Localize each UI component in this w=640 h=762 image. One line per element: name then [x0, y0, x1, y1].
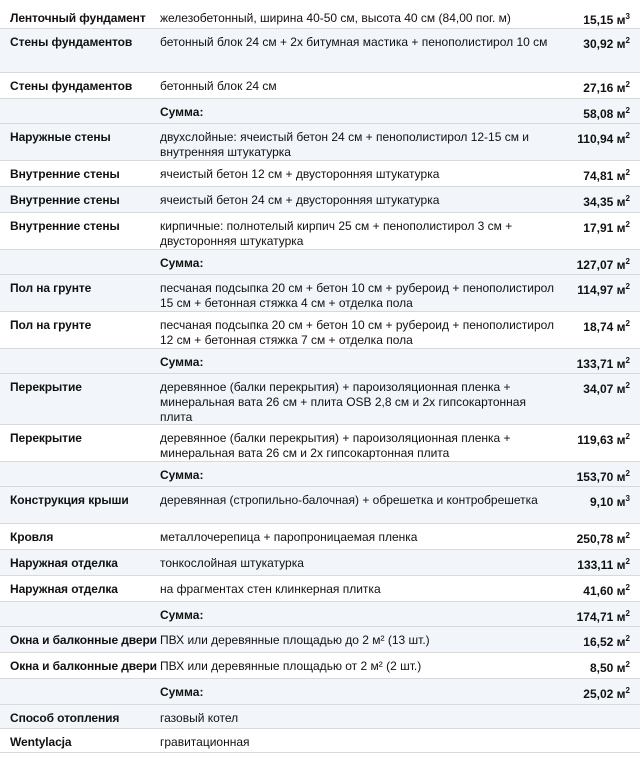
unit-exponent: 3: [625, 12, 630, 21]
quantity-unit: м: [616, 107, 626, 121]
quantity-value: [540, 5, 630, 28]
table-row: [0, 187, 640, 213]
element-description: ПВХ или деревянные площадью до 2 м² (13 шт.): [160, 633, 430, 647]
quantity-number: 16,52: [583, 635, 617, 649]
unit-exponent: 3: [625, 494, 630, 503]
element-description: кирпичные: полнотелый кирпич 25 см + пенополистирол 3 см + двусторонняя штукатурка: [160, 219, 513, 248]
element-name: [10, 250, 162, 256]
table-row: [0, 124, 640, 161]
quantity-unit: м: [616, 320, 626, 334]
quantity-value: [540, 524, 630, 547]
unit-exponent: 2: [625, 131, 630, 140]
element-description: деревянное (балки перекрытия) + пароизоляционная пленка + минеральная вата 26 см + плита OSB 2,8 см и 2х гипсокартонная плита: [160, 380, 526, 424]
quantity-unit: м: [616, 433, 626, 447]
table-row: [0, 524, 640, 550]
sum-value: [540, 602, 630, 625]
quantity-unit: м: [616, 610, 626, 624]
element-description: на фрагментах стен клинкерная плитка: [160, 582, 381, 596]
quantity-number: 15,15: [583, 13, 617, 27]
table-row: [0, 729, 640, 753]
unit-exponent: 2: [625, 194, 630, 203]
quantity-unit: м: [616, 169, 626, 183]
element-description: газовый котел: [160, 711, 239, 725]
quantity-unit: м: [616, 357, 626, 371]
sum-value: [540, 349, 630, 372]
element-name: Способ отопления: [10, 711, 120, 725]
unit-exponent: 2: [625, 686, 630, 695]
table-row: [0, 425, 640, 462]
quantity-unit: м: [616, 470, 626, 484]
sum-row: [0, 250, 640, 275]
quantity-value: [540, 124, 630, 147]
table-row: [0, 5, 640, 29]
quantity-value: [540, 627, 630, 650]
unit-exponent: 2: [625, 36, 630, 45]
table-row: [0, 576, 640, 602]
sum-value: [540, 679, 630, 702]
element-description: ПВХ или деревянные площадью от 2 м² (2 шт.): [160, 659, 422, 673]
unit-exponent: 2: [625, 319, 630, 328]
element-description: железобетонный, ширина 40-50 см, высота 40 см (84,00 пог. м): [160, 11, 511, 25]
quantity-value: [540, 487, 630, 510]
quantity-value: [540, 653, 630, 676]
quantity-value: [540, 425, 630, 448]
element-description: бетонный блок 24 см: [160, 79, 277, 93]
quantity-number: 18,74: [583, 320, 617, 334]
element-description: ячеистый бетон 24 см + двусторонняя штукатурка: [160, 193, 440, 207]
unit-exponent: 2: [625, 220, 630, 229]
table-row: [0, 312, 640, 349]
table-row: [0, 161, 640, 187]
table-row: [0, 374, 640, 425]
quantity-unit: м: [616, 195, 626, 209]
sum-row: [0, 462, 640, 487]
sum-row: [0, 99, 640, 124]
table-row: [0, 73, 640, 99]
table-row: [0, 29, 640, 73]
quantity-unit: м: [616, 687, 626, 701]
unit-exponent: 2: [625, 557, 630, 566]
quantity-number: 41,60: [583, 584, 617, 598]
sum-value: [540, 250, 630, 273]
quantity-unit: м: [616, 558, 626, 572]
element-description: песчаная подсыпка 20 см + бетон 10 см + рубероид + пенополистирол 15 см + бетонная стяжка 4 см + отделка пола: [160, 281, 555, 310]
sum-label: Сумма:: [160, 105, 204, 119]
element-name: Окна и балконные двери: [10, 659, 157, 673]
element-name: [10, 99, 162, 105]
quantity-number: 30,92: [583, 37, 617, 51]
element-name: Пол на грунте: [10, 281, 92, 295]
quantity-value: [540, 576, 630, 599]
element-name: Наружные стены: [10, 130, 111, 144]
quantity-number: 119,63: [577, 433, 617, 447]
quantity-number: 34,35: [583, 195, 617, 209]
element-description: песчаная подсыпка 20 см + бетон 10 см + рубероид + пенополистирол 12 см + бетонная стяжка 7 см + отделка пола: [160, 318, 555, 347]
unit-exponent: 2: [625, 432, 630, 441]
quantity-unit: м: [616, 81, 626, 95]
sum-label: Сумма:: [160, 685, 204, 699]
quantity-unit: м: [616, 495, 626, 509]
quantity-number: 74,81: [583, 169, 617, 183]
element-name: Перекрытие: [10, 431, 82, 445]
element-name: [10, 349, 162, 355]
element-description: тонкослойная штукатурка: [160, 556, 304, 570]
element-name: Стены фундаментов: [10, 35, 133, 49]
unit-exponent: 2: [625, 106, 630, 115]
unit-exponent: 2: [625, 282, 630, 291]
table-row: [0, 487, 640, 524]
quantity-number: 25,02: [583, 687, 617, 701]
quantity-value: [540, 275, 630, 298]
sum-row: [0, 602, 640, 627]
unit-exponent: 2: [625, 531, 630, 540]
quantity-unit: м: [616, 37, 626, 51]
quantity-value: [540, 374, 630, 397]
element-description: ячеистый бетон 12 см + двусторонняя штукатурка: [160, 167, 440, 181]
sum-label: Сумма:: [160, 256, 204, 270]
quantity-value: [540, 29, 630, 52]
element-name: Внутренние стены: [10, 167, 120, 181]
quantity-value: [540, 705, 630, 713]
element-name: Наружная отделка: [10, 556, 118, 570]
quantity-unit: м: [616, 584, 626, 598]
quantity-unit: м: [616, 13, 626, 27]
quantity-number: 8,50: [589, 661, 617, 675]
quantity-unit: м: [616, 258, 626, 272]
quantity-unit: м: [616, 532, 626, 546]
sum-label: Сумма:: [160, 355, 204, 369]
sum-label: Сумма:: [160, 468, 204, 482]
element-name: Ленточный фундамент: [10, 11, 146, 25]
unit-exponent: 2: [625, 168, 630, 177]
table-row: [0, 705, 640, 729]
sum-row: [0, 349, 640, 374]
element-description: двухслойные: ячеистый бетон 24 см + пенополистирол 12-15 см и внутренняя штукатурка: [160, 130, 530, 159]
element-name: Окна и балконные двери: [10, 633, 157, 647]
element-name: [10, 602, 162, 608]
element-name: Пол на грунте: [10, 318, 92, 332]
table-row: [0, 550, 640, 576]
quantity-value: [540, 729, 630, 737]
quantity-number: 34,07: [583, 382, 617, 396]
table-row: [0, 653, 640, 679]
element-name: [10, 462, 162, 468]
quantity-value: [540, 161, 630, 184]
quantity-number: 110,94: [577, 132, 617, 146]
sum-value: [540, 462, 630, 485]
element-description: гравитационная: [160, 735, 250, 749]
quantity-number: 27,16: [583, 81, 617, 95]
table-row: [0, 275, 640, 312]
unit-exponent: 2: [625, 583, 630, 592]
element-name: [10, 679, 162, 685]
element-name: Стены фундаментов: [10, 79, 133, 93]
quantity-unit: м: [616, 221, 626, 235]
element-description: металлочерепица + паропроницаемая пленка: [160, 530, 418, 544]
sum-row: [0, 679, 640, 705]
quantity-value: [540, 550, 630, 573]
table-row: [0, 627, 640, 653]
unit-exponent: 2: [625, 257, 630, 266]
element-name: Внутренние стены: [10, 219, 120, 233]
quantity-value: [540, 187, 630, 210]
table-row: [0, 213, 640, 250]
quantity-value: [540, 213, 630, 236]
element-name: Перекрытие: [10, 380, 82, 394]
quantity-number: 133,71: [576, 357, 617, 371]
sum-label: Сумма:: [160, 608, 204, 622]
quantity-number: 153,70: [576, 470, 617, 484]
unit-exponent: 2: [625, 609, 630, 618]
element-description: деревянная (стропильно-балочная) + обрешетка и контробрешетка: [160, 493, 538, 507]
unit-exponent: 2: [625, 634, 630, 643]
unit-exponent: 2: [625, 381, 630, 390]
quantity-number: 114,97: [577, 283, 617, 297]
quantity-number: 133,11: [577, 558, 617, 572]
sum-value: [540, 99, 630, 122]
unit-exponent: 2: [625, 80, 630, 89]
element-name: Внутренние стены: [10, 193, 120, 207]
quantity-unit: м: [616, 382, 626, 396]
quantity-number: 58,08: [583, 107, 617, 121]
element-description: деревянное (балки перекрытия) + пароизоляционная пленка + минеральная вата 26 см и 2х гипсокартонная плита: [160, 431, 511, 460]
unit-exponent: 2: [625, 356, 630, 365]
quantity-number: 127,07: [576, 258, 617, 272]
element-name: Wentylacja: [10, 735, 72, 749]
quantity-number: 250,78: [576, 532, 617, 546]
quantity-number: 9,10: [589, 495, 617, 509]
quantity-number: 174,71: [576, 610, 617, 624]
element-description: бетонный блок 24 см + 2х битумная мастика + пенополистирол 10 см: [160, 35, 548, 49]
quantity-unit: м: [616, 661, 626, 675]
quantity-unit: м: [616, 635, 626, 649]
quantity-value: [540, 312, 630, 335]
element-name: Кровля: [10, 530, 54, 544]
quantity-unit: м: [616, 132, 626, 146]
unit-exponent: 2: [625, 660, 630, 669]
element-name: Наружная отделка: [10, 582, 118, 596]
quantity-number: 17,91: [583, 221, 617, 235]
unit-exponent: 2: [625, 469, 630, 478]
quantity-value: [540, 73, 630, 96]
quantity-unit: м: [616, 283, 626, 297]
element-name: Конструкция крыши: [10, 493, 129, 507]
